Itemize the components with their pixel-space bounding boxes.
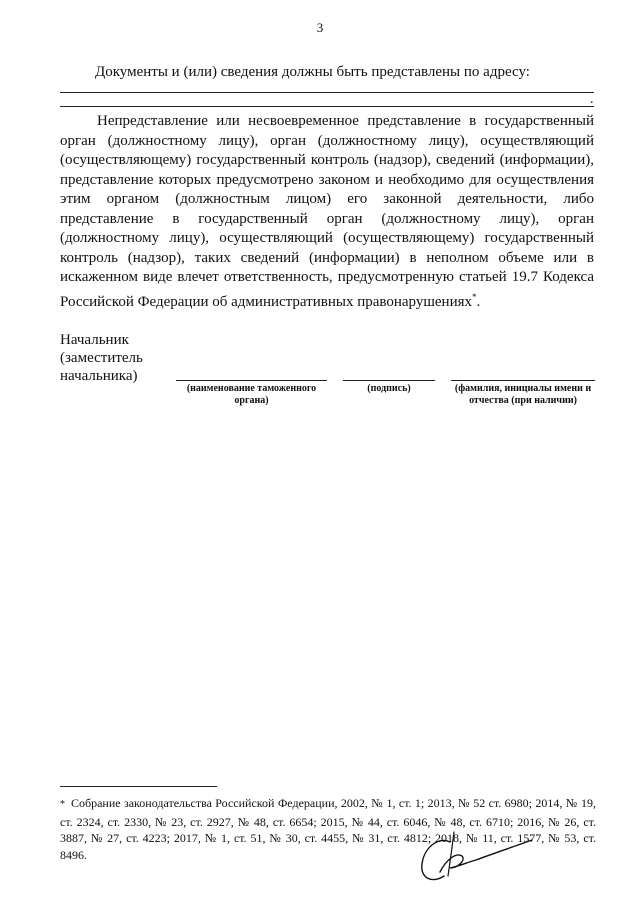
handwritten-signature: [410, 822, 540, 892]
organ-name-line: [176, 380, 327, 381]
signature-caption: (подпись): [367, 383, 411, 394]
signatory-title-line-2: (заместитель: [60, 350, 143, 366]
signature-line: [343, 380, 435, 381]
footnote-reference: *: [472, 291, 477, 302]
signatory-title-line-3: начальника): [60, 368, 138, 384]
organ-name-caption: (наименование таможенного органа): [186, 383, 317, 406]
address-blank-line-2: [60, 106, 594, 107]
footnote-text: Собрание законодательства Российской Федерации, 2002, № 1, ст. 1; 2013, № 52 ст. 6980; 2014, № 19, ст. 2324, ст. 2330, № 23, ст. 2927, № 48, ст. 6654; 2015, № 44, ст. 6046, № 48, ст. 6710; 2016, № 26, ст. 3887, № 27, ст. 4223; 2017, № 1, ст. 51, № 30, ст. 4455, № 31, ст. 4812; 2018, № 11, ст. 1577, № 53, ст. 8496.: [60, 796, 596, 862]
liability-text: Непредставление или несвоевременное представление в государственный орган (должностному лицу), орган (должностному лицу), осуществляющий (осуществляющему) государственный контроль (надзор), сведений (информации), представление которых предусмотрено законом и необходимо для осуществления этим органом (должностным лицом) его законной деятельности, либо представление в государственный орган (должностному лицу), орган (должностному лицу), осуществляющий (осуществляющему) государственный контроль (надзор), таких сведений (информации) в неполном объеме или в искаженном виде влечет ответственность, предусмотренную статьей 19.7 Кодекса Российской Федерации об административных правонарушениях: [60, 113, 594, 310]
footnote-separator: [60, 786, 217, 787]
address-prompt: Документы и (или) сведения должны быть представлены по адресу:: [95, 64, 530, 80]
page-number: 3: [316, 20, 324, 35]
address-end-mark: .: [590, 92, 594, 107]
footnote-marker: *: [60, 799, 65, 810]
full-name-caption: (фамилия, инициалы имени и отчества (при наличии): [454, 383, 592, 406]
signatory-title: [60, 331, 143, 385]
address-blank-line-1: [60, 92, 594, 93]
full-name-line: [451, 380, 595, 381]
liability-paragraph: Непредставление или несвоевременное представление в государственный орган (должностному лицу), орган (должностному лицу), осуществляющий (осуществляющему) государственный контроль (надзор), сведений (информации), представление которых предусмотрено законом и необходимо для осуществления этим органом (должностным лицом) его законной деятельности, либо представление в государственный орган (должностному лицу), орган (должностному лицу), осуществляющий (осуществляющему) государственный контроль (надзор), таких сведений (информации) в неполном объеме или в искаженном виде влечет ответственность, предусмотренную статьей 19.7 Кодекса Российской Федерации об административных правонарушениях*.: [60, 113, 594, 310]
signatory-title-line-1: Начальник: [60, 332, 129, 348]
